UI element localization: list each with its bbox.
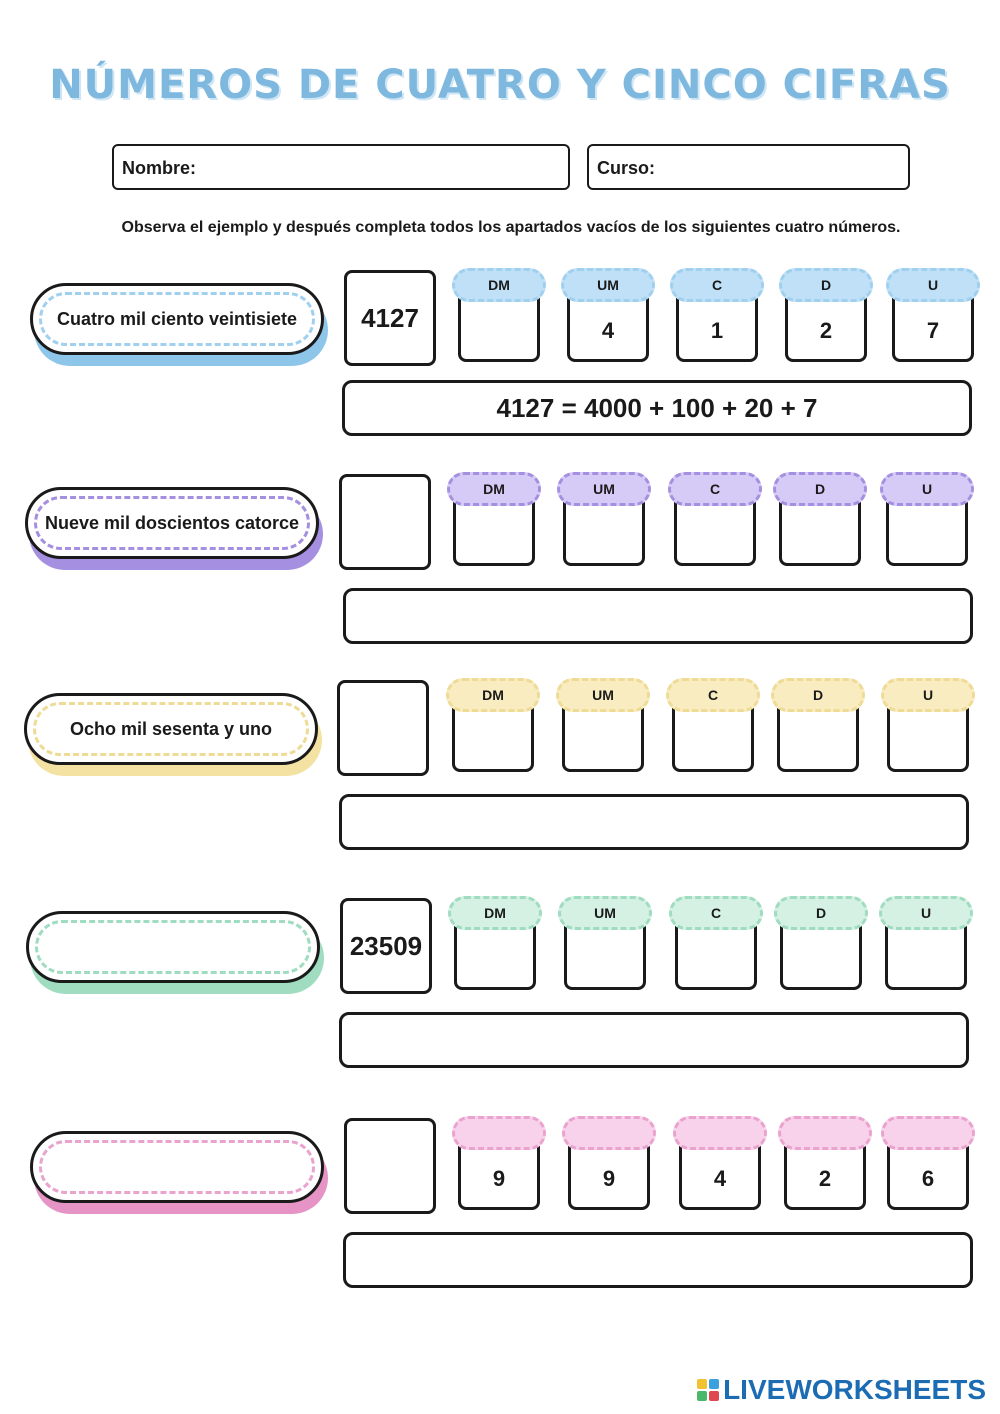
decomposition-box[interactable] (339, 794, 969, 850)
digit-box: 4 (567, 290, 649, 362)
place-value-c (673, 1116, 767, 1212)
place-value-c (666, 678, 760, 774)
place-value-label (562, 1116, 656, 1150)
place-value-label: U (880, 472, 974, 506)
logo-text: LIVEWORKSHEETS (723, 1374, 986, 1405)
worksheet-title: NÚMEROS DE CUATRO Y CINCO CIFRAS (49, 62, 951, 108)
place-value-label: DM (448, 896, 542, 930)
logo-square (709, 1379, 719, 1389)
place-value-label: UM (561, 268, 655, 302)
place-value-label (452, 1116, 546, 1150)
digit-box: 2 (785, 290, 867, 362)
place-value-dm (452, 1116, 546, 1212)
place-value-dm (447, 472, 541, 568)
name-label: Nombre: (122, 158, 197, 178)
number-box[interactable] (339, 474, 431, 570)
exercise-row (0, 266, 1000, 446)
decomposition-box[interactable] (343, 588, 973, 644)
place-value-label: U (886, 268, 980, 302)
place-value-label (881, 1116, 975, 1150)
place-value-dm (446, 678, 540, 774)
number-words-pill (30, 283, 324, 355)
decomposition-box[interactable] (339, 1012, 969, 1068)
place-value-u (879, 896, 973, 992)
place-value-d (779, 268, 873, 364)
digit-box: 9 (568, 1138, 650, 1210)
place-value-label: UM (558, 896, 652, 930)
number-words-pill (24, 693, 318, 765)
number-words-pill[interactable] (26, 911, 320, 983)
place-value-u (886, 268, 980, 364)
place-value-label: C (669, 896, 763, 930)
place-value-d (774, 896, 868, 992)
place-value-label: DM (446, 678, 540, 712)
place-value-label: D (774, 896, 868, 930)
place-value-u (880, 472, 974, 568)
decomposition-box: 4127 = 4000 + 100 + 20 + 7 (342, 380, 972, 436)
place-value-um (556, 678, 650, 774)
logo-square (697, 1379, 707, 1389)
decomposition-box[interactable] (343, 1232, 973, 1288)
exercise-row (0, 894, 1000, 1074)
place-value-um (558, 896, 652, 992)
number-words-text: Ocho mil sesenta y uno (33, 702, 309, 756)
place-value-label (778, 1116, 872, 1150)
place-value-label: D (773, 472, 867, 506)
number-words-text (39, 1140, 315, 1194)
number-words-pill[interactable] (30, 1131, 324, 1203)
place-value-label: U (879, 896, 973, 930)
name-input[interactable] (206, 152, 560, 182)
place-value-c (668, 472, 762, 568)
logo-mark-icon (697, 1379, 719, 1401)
place-value-label: D (779, 268, 873, 302)
place-value-d (778, 1116, 872, 1212)
number-words-text: Nueve mil doscientos catorce (34, 496, 310, 550)
exercise-row (0, 676, 1000, 856)
place-value-label: C (670, 268, 764, 302)
logo-square (697, 1391, 707, 1401)
digit-box: 7 (892, 290, 974, 362)
course-field[interactable] (587, 144, 910, 190)
digit-box: 6 (887, 1138, 969, 1210)
exercise-row (0, 1114, 1000, 1294)
digit-box: 9 (458, 1138, 540, 1210)
logo-square (709, 1391, 719, 1401)
name-field[interactable] (112, 144, 570, 190)
place-value-um (561, 268, 655, 364)
number-words-pill (25, 487, 319, 559)
instructions: Observa el ejemplo y después completa todos los apartados vacíos de los siguientes cuatro números. (121, 219, 901, 236)
place-value-label: DM (447, 472, 541, 506)
place-value-label: C (668, 472, 762, 506)
place-value-c (670, 268, 764, 364)
number-words-text: Cuatro mil ciento veintisiete (39, 292, 315, 346)
number-box[interactable] (337, 680, 429, 776)
place-value-d (773, 472, 867, 568)
number-box[interactable] (344, 1118, 436, 1214)
place-value-label: C (666, 678, 760, 712)
exercise-row (0, 470, 1000, 650)
place-value-label: DM (452, 268, 546, 302)
place-value-label: UM (557, 472, 651, 506)
number-box: 4127 (344, 270, 436, 366)
place-value-u (881, 678, 975, 774)
digit-box: 1 (676, 290, 758, 362)
place-value-d (771, 678, 865, 774)
course-label: Curso: (597, 158, 655, 178)
number-words-text (35, 920, 311, 974)
place-value-u (881, 1116, 975, 1212)
liveworksheets-logo (697, 1374, 986, 1406)
place-value-dm (448, 896, 542, 992)
place-value-label: D (771, 678, 865, 712)
place-value-label: U (881, 678, 975, 712)
digit-box: 2 (784, 1138, 866, 1210)
place-value-label (673, 1116, 767, 1150)
digit-box: 4 (679, 1138, 761, 1210)
place-value-um (562, 1116, 656, 1212)
place-value-label: UM (556, 678, 650, 712)
place-value-c (669, 896, 763, 992)
place-value-dm (452, 268, 546, 364)
place-value-um (557, 472, 651, 568)
course-input[interactable] (661, 152, 900, 182)
number-box: 23509 (340, 898, 432, 994)
